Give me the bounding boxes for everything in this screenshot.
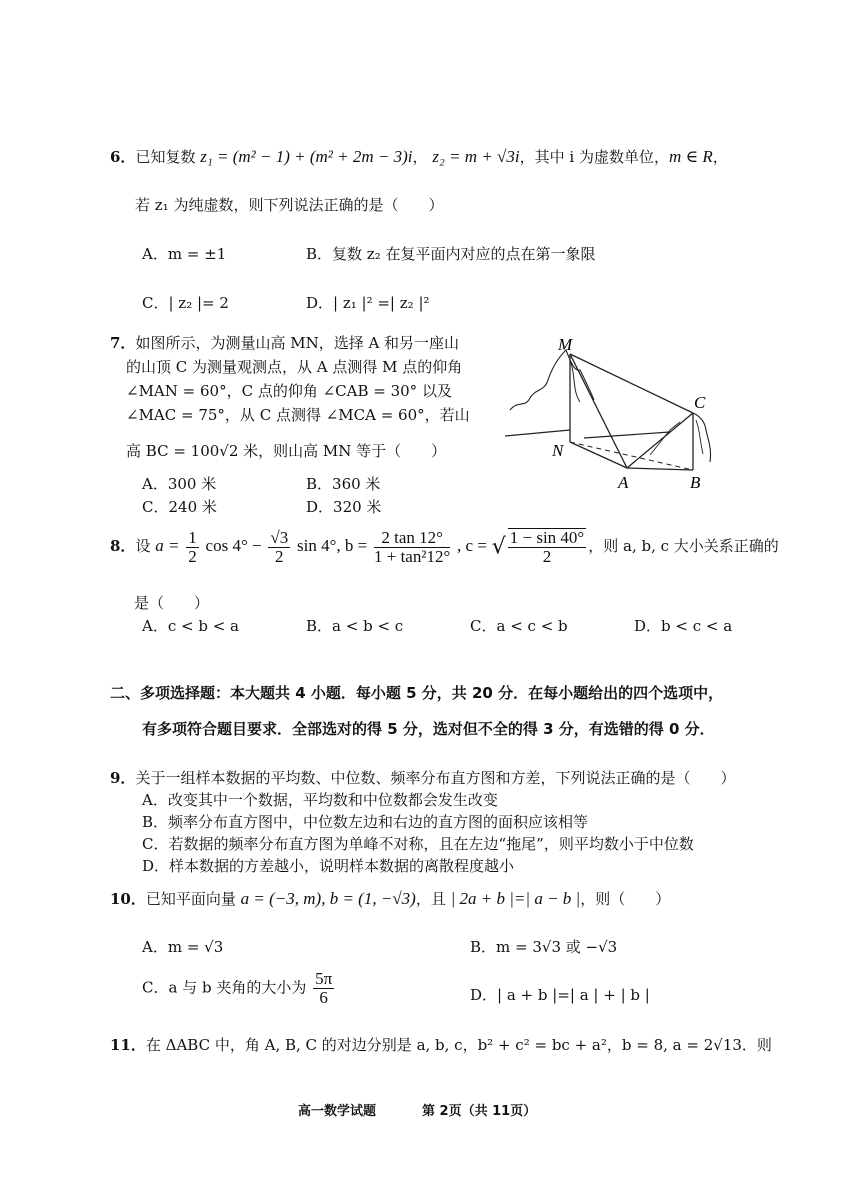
q8-option-d: D．b < c < a <box>634 617 733 635</box>
q8-option-b: B．a < b < c <box>306 617 404 635</box>
q8-a-frac1-num: 1 <box>188 527 197 547</box>
q7-line3: ∠MAN = 60°，C 点的仰角 ∠CAB = 30° 以及 <box>126 382 452 400</box>
q6-z2-expr: z₂ = m + √3i <box>432 147 520 166</box>
q9-option-d: D．样本数据的方差越小，说明样本数据的离散程度越小 <box>142 857 515 875</box>
segment-CA <box>627 413 693 468</box>
q8-line1 <box>110 528 779 566</box>
q10-option-c-num: 5π <box>315 969 333 988</box>
segment-AB <box>627 468 693 470</box>
label-M: M <box>558 335 573 354</box>
q6-line1 <box>110 146 728 167</box>
ground-line-left <box>505 430 570 436</box>
q8-c-den: 2 <box>542 547 552 566</box>
q8-a-tail: sin 4°, b = <box>296 536 368 555</box>
q7-line1 <box>110 332 459 353</box>
segment-MC <box>570 354 693 413</box>
q10-option-c <box>142 970 336 1007</box>
q8-number: 8． <box>110 537 136 555</box>
q6-option-a: A．m = ±1 <box>142 245 227 263</box>
label-A: A <box>618 473 629 492</box>
segment-NA <box>570 442 627 468</box>
q10-stem-c: ，则（ ） <box>580 890 671 908</box>
q10-number: 10． <box>110 890 146 908</box>
q6-option-c: C．| z₂ |= 2 <box>142 294 229 312</box>
q8-post: ，则 a, b, c 大小关系正确的 <box>588 537 779 555</box>
q10-stem-a: 已知平面向量 <box>145 890 236 908</box>
q8-b-frac <box>374 529 450 566</box>
q10-condition: | 2a + b |=| a − b | <box>450 889 581 908</box>
q9-option-b: B．频率分布直方图中，中位数左边和右边的直方图的面积应该相等 <box>142 813 589 831</box>
q6-option-d: D．| z₁ |² =| z₂ |² <box>306 294 430 312</box>
q6-number: 6． <box>110 148 136 166</box>
q8-c-frac <box>508 528 586 566</box>
q7-line5: 高 BC = 100√2 米，则山高 MN 等于（ ） <box>126 442 447 460</box>
q10-option-d: D．| a + b |=| a | + | b | <box>470 986 650 1004</box>
q9-option-c: C．若数据的频率分布直方图为单峰不对称，且在左边“拖尾”，则平均数小于中位数 <box>142 835 694 853</box>
q7-text-1: 如图所示，为测量山高 MN，选择 A 和另一座山 <box>135 334 460 352</box>
q10-option-c-text: C．a 与 b 夹角的大小为 <box>142 978 307 997</box>
footer-subject: 高一数学试题 <box>298 1104 377 1119</box>
q6-text-a: 已知复数 <box>135 148 196 166</box>
q8-line2: 是（ ） <box>134 594 210 612</box>
label-N: N <box>552 441 564 460</box>
q8-b-den: 1 + tan²12° <box>374 546 451 566</box>
q10-option-a: A．m = √3 <box>142 938 224 956</box>
q9-stem <box>110 767 735 788</box>
q6-z1-expr: z₁ = (m² − 1) + (m² + 2m − 3)i <box>200 147 413 166</box>
q8-a-frac1 <box>186 529 199 566</box>
q10-stem <box>110 888 670 909</box>
q10-option-c-frac <box>313 970 334 1007</box>
q8-a-frac2 <box>268 529 290 566</box>
q10-option-b: B．m = 3√3 或 −√3 <box>470 938 618 956</box>
q6-m-domain: m ∈ R <box>668 147 713 166</box>
right-mountain-outline <box>693 413 711 462</box>
ground-line-mid <box>584 432 670 438</box>
q10-vectors: a = (−3, m), b = (1, −√3) <box>240 889 416 908</box>
sqrt-icon: √ <box>491 534 506 560</box>
q7-number: 7． <box>110 334 136 352</box>
q6-text-c: ，其中 i 为虚数单位， <box>519 148 669 166</box>
q8-pre: 设 <box>135 537 151 555</box>
q11-stem-text: 在 ΔABC 中，角 A, B, C 的对边分别是 a, b, c，b² + c² = bc + a²，b = 8, a = 2√13．则 <box>145 1036 772 1054</box>
q10-stem-b: ，且 <box>415 890 446 908</box>
footer-page-number: 第 2页（共 11页） <box>422 1104 537 1119</box>
q8-option-c: C．a < c < b <box>470 617 568 635</box>
right-mountain-hatch <box>696 420 703 454</box>
q9-option-a: A．改变其中一个数据，平均数和中位数都会发生改变 <box>142 791 498 809</box>
left-mountain-hatch <box>570 360 580 402</box>
label-C: C <box>694 393 706 412</box>
section2-header-line2: 有多项符合题目要求．全部选对的得 5 分，选对但不全的得 3 分，有选错的得 0 分． <box>142 720 715 738</box>
q8-a-lhs: a = <box>155 536 180 555</box>
q6-text-b: ， <box>412 148 428 166</box>
q7-option-a: A．300 米 <box>142 475 217 493</box>
q7-line2: 的山顶 C 为测量观测点，从 A 点测得 M 点的仰角 <box>126 358 463 376</box>
q6-line2: 若 z₁ 为纯虚数，则下列说法正确的是（ ） <box>135 196 444 214</box>
segment-MA <box>570 354 627 468</box>
q7-line4: ∠MAC = 75°，从 C 点测得 ∠MCA = 60°，若山 <box>126 406 470 424</box>
q7-option-c: C．240 米 <box>142 498 217 516</box>
q10-option-c-den: 6 <box>319 988 328 1007</box>
q9-number: 9． <box>110 769 136 787</box>
label-B: B <box>690 473 701 492</box>
q9-stem-text: 关于一组样本数据的平均数、中位数、频率分布直方图和方差，下列说法正确的是（ ） <box>135 769 736 787</box>
segment-NB-dashed <box>570 442 693 470</box>
section2-header-line1: 二、多项选择题：本大题共 4 小题．每小题 5 分，共 20 分．在每小题给出的四个选项中， <box>110 684 724 702</box>
q11-number: 11． <box>110 1036 146 1054</box>
q8-c-lhs: , c = <box>457 536 487 555</box>
q7-option-d: D．320 米 <box>306 498 382 516</box>
q8-option-a: A．c < b < a <box>142 617 239 635</box>
q6-text-d: ， <box>712 148 728 166</box>
q8-c-num: 1 − sin 40° <box>509 528 585 547</box>
q7-option-b: B．360 米 <box>306 475 381 493</box>
q8-a-frac2-den: 2 <box>275 546 284 566</box>
q8-b-num: 2 tan 12° <box>374 529 450 548</box>
q8-a-frac1-den: 2 <box>188 546 197 566</box>
q8-a-mid: cos 4° − <box>205 536 262 555</box>
q6-option-b: B．复数 z₂ 在复平面内对应的点在第一象限 <box>306 245 596 263</box>
q11-stem <box>110 1034 772 1055</box>
q8-a-frac2-num: √3 <box>270 527 289 547</box>
q7-mountain-figure <box>500 330 750 492</box>
